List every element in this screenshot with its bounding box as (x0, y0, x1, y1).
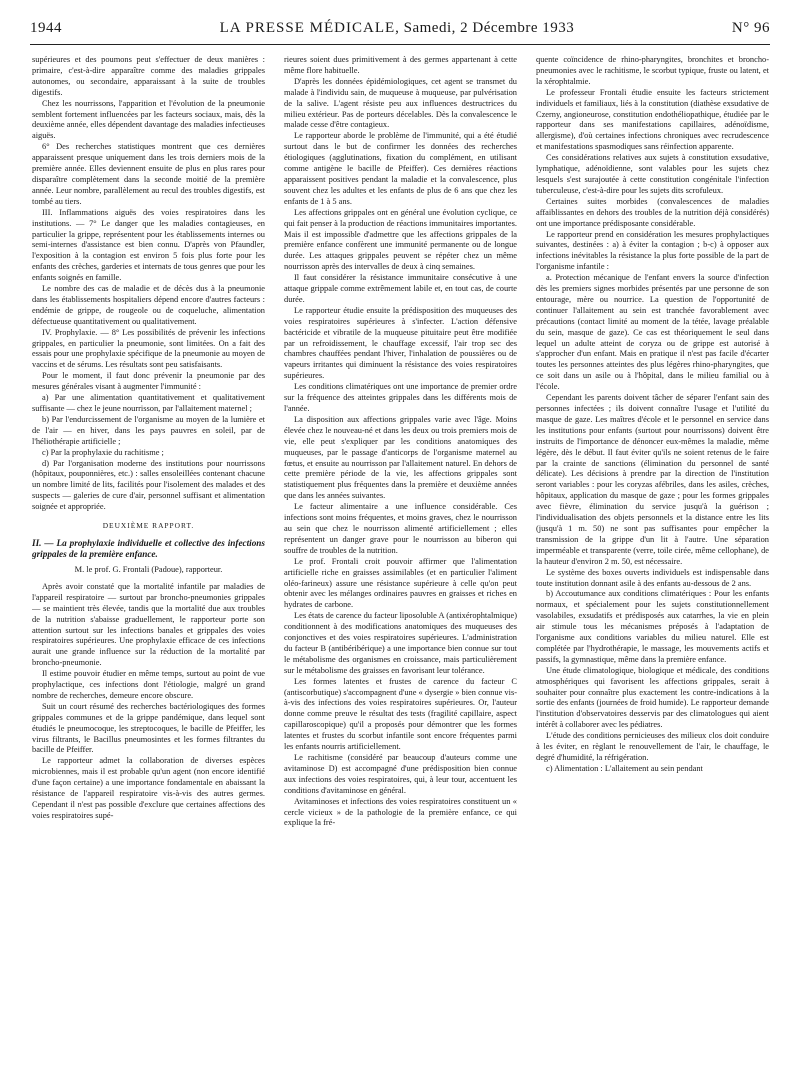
paragraph: IV. Prophylaxie. — 8° Les possibilités de prévenir les infections grippales, en particulier la pneumonie, sont limitées. On a fait des essais pour une prophylaxie spécifique de la pneumonie au moyen de vaccins et de sérums. Les résultats sont peu satisfaisants. (32, 327, 265, 370)
issue-number: N° 96 (731, 20, 770, 36)
paragraph: Le nombre des cas de maladie et de décès dus à la pneumonie dans les établissements hospitaliers dépend encore d'autres facteurs : endémie de grippe, de rougeole ou de coqueluche, alimentation défectueuse quantitativement ou qualitativement. (32, 284, 265, 326)
paragraph: Certaines suites morbides (convalescences de maladies affaiblissantes en dehors des troubles de la nutrition déjà considérés) ont une importance prédisposante considérable. (536, 196, 769, 228)
paragraph: rieures soient dues primitivement à des germes appartenant à cette même flore habituelle. (284, 55, 517, 75)
paragraph: Le facteur alimentaire a une influence considérable. Ces infections sont moins fréquentes, et moins graves, chez le nourrisson au sein que chez le nourrisson alimenté artificiellement ; elles représentent un danger grave pour le nourrisson au biberon qui souffre de troubles de la nutrition. (284, 502, 517, 555)
paragraph: b) Par l'endurcissement de l'organisme au moyen de la lumière et de l'air — en hiver, dans les pays pauvres en soleil, par de l'héliothérapie artificielle ; (32, 414, 265, 446)
page-number: 1944 (30, 20, 62, 36)
paragraph: La disposition aux affections grippales varie avec l'âge. Moins élevée chez le nouveau-né et dans les deux ou trois premiers mois de vie, elle peut s'expliquer par les conditions anatomiques des muqueuses, par le passage d'anticorps de l'organisme maternel au fœtus, et ensuite au nourrisson par l'allaitement naturel. En dehors de cette première période de la vie, les affections grippales sont statistiquement plus fréquentes dans la première et deuxième années que dans les années suivantes. (284, 414, 517, 501)
paragraph: Le système des boxes ouverts individuels est indispensable dans toute institution donnant asile à des enfants au-dessous de 2 ans. (536, 567, 769, 588)
issue-date: Samedi, 2 Décembre 1933 (403, 20, 575, 36)
section-heading: II. — La prophylaxie individuelle et collective des infections grippales de la première enfance. (32, 537, 265, 560)
paragraph: D'après les données épidémiologiques, cet agent se transmet du malade à l'individu sain, de muqueuse à muqueuse, par pulvérisation de la salive. L'agent résiste peu aux influences destructrices du milieu extérieur. Pas de porteurs décelables. Dès la convalescence le malade cesse d'être contagieux. (284, 76, 517, 130)
paragraph: Il faut considérer la résistance immunitaire consécutive à une attaque grippale comme extrêmement labile et, en tout cas, de courte durée. (284, 273, 517, 304)
paragraph: Les formes latentes et frustes de carence du facteur C (antiscorbutique) s'accompagnent d'une « dysergie » bien connue vis-à-vis des infections des voies respiratoires supérieures. Or, l'auteur donne comme preuve le résultat des tests (fragilité capillaire, aspect capillaroscopique) qu'il a proposés pour démontrer que les formes latentes et frustes du scorbut infantile sont encore fréquentes parmi les enfants nourris artificiellement. (284, 676, 517, 752)
paragraph: Pour le moment, il faut donc prévenir la pneumonie par des mesures générales visant à augmenter l'immunité : (32, 371, 265, 392)
header-rule (30, 44, 770, 45)
paragraph: supérieures et des poumons peut s'effectuer de deux manières : primaire, c'est-à-dire apparaître comme des maladies grippales autonomes, ou secondaire, apparaissant à la suite de troubles digestifs. (32, 55, 265, 97)
paragraph: III. Inflammations aiguës des voies respiratoires dans les institutions. — 7° Le danger que les maladies contagieuses, en particulier la grippe, représentent pour les établissements internes ou semi-internes d'assistance est bien connu. D'après von Pfaundler, l'exposition à la contagion est environ 5 fois plus forte pour les enfants des crèches, garderies et internats de tous genres que pour les enfants soignés en famille. (32, 207, 265, 283)
paragraph: Ces considérations relatives aux sujets à constitution exsudative, lymphatique, adénoïdienne, sont valables pour les sujets chez lesquels s'est surajoutée à cette constitution congénitale l'infection tuberculeuse, c'est-à-dire pour les sujets dits scrofuleux. (536, 153, 769, 195)
paragraph: quente coïncidence de rhino-pharyngites, bronchites et broncho-pneumonies avec le rachitisme, le scorbut typique, fruste ou latent, et la xérophtalmie. (536, 55, 769, 86)
paragraph: Les affections grippales ont en général une évolution cyclique, ce qui fait penser à la production de réactions immunitaires importantes. Mais il est impossible d'admettre que les affections grippales de la première enfance confèrent une immunité permanente ou de longue durée. Les attaques grippales peuvent se répéter chez un même nourrisson après des intervalles de deux à cinq semaines. (284, 207, 517, 272)
paragraph: a. Protection mécanique de l'enfant envers la source d'infection dès les premiers signes morbides présentés par une personne de son entourage, mère ou nourrice. La question de l'opportunité de continuer l'allaitement au sein est tranchée favorablement avec précautions (contact limité au moment de la tétée, lavage préalable du sein, masque de gaze). Ce cas est théoriquement le seul dans lequel un adulte atteint de coryza ou de grippe est autorisé à s'approcher d'un enfant. Mais en pratique il n'est pas facile d'écarter toutes les personnes atteintes des plus légères rhino-pharyngites, que ce soit dans un asile ou à l'hôpital, dans le milieu familial ou à l'école. (536, 273, 769, 392)
text-column-right (536, 55, 769, 1075)
paragraph: Après avoir constaté que la mortalité infantile par maladies de l'appareil respiratoire — surtout par broncho-pneumonies grippales — se maintient très élevée, tandis que la mortalité due aux troubles de la nutrition s'abaisse graduellement, le rapporteur porte son attention surtout sur les infections banales et grippales des voies respiratoires supérieures. Une prophylaxie efficace de ces infections aurait une grande influence sur la réduction de la mortalité par broncho-pneumonie. (32, 581, 265, 668)
paragraph: a) Par une alimentation quantitativement et qualitativement suffisante — chez le jeune nourrisson, par l'allaitement maternel ; (32, 393, 265, 413)
paragraph: Les états de carence du facteur liposoluble A (antixérophtalmique) conditionnent à des modifications anatomiques des muqueuses des conjonctives et des voies respiratoires supérieures. L'administration du facteur B (antibéribérique) a une importance bien connue sur tout le métabolisme des organismes en croissance, mais particulièrement sur le métabolisme des graisses en favorisant leur tolérance. (284, 611, 517, 675)
paragraph: Le rapporteur admet la collaboration de diverses espèces microbiennes, mais il est probable qu'un agent (non encore identifié d'une façon certaine) a une importance fondamentale en abaissant la résistance de l'appareil respiratoire vis-à-vis des autres germes. Cependant il n'est pas possible d'exclure que certaines affections des voies respiratoires supé- (32, 756, 265, 820)
paragraph: c) Par la prophylaxie du rachitisme ; (42, 447, 164, 457)
paragraph: 6° Des recherches statistiques montrent que ces dernières apparaissent presque uniquement dans les trois derniers mois de la première année. Elles deviennent ensuite de plus en plus rares pour disparaître complètement dans la seconde moitié de la première année. Leur nombre, parallèlement au recul des troubles digestifs, est tombé au tiers. (32, 142, 265, 206)
page-header (30, 20, 770, 42)
paragraph: Le rapporteur prend en considération les mesures prophylactiques suivantes, destinées : a) à éviter la contagion ; b-c) à opposer aux infections inévitables la résistance la plus forte possible de la part de l'organisme infantile : (536, 229, 769, 272)
paragraph: c) Alimentation : L'allaitement au sein pendant (546, 763, 703, 773)
paragraph: Le rapporteur aborde le problème de l'immunité, qui a été étudié surtout dans le but de confirmer les données des recherches étiologiques (agglutinations, fixation du complément, en utilisant comme antigène le bacille de Pfeiffer). Ces dernières réactions apparaissent positives pendant la maladie et la convalescence, plus souvent chez les adultes et les enfants de plus de 6 ans que chez les enfants de 1 à 5 ans. (284, 131, 517, 206)
paragraph: b) Accoutumance aux conditions climatériques : Pour les enfants normaux, et spécialement pour les sujets constitutionnellement vasolabiles, exsudatifs et prédisposés aux catarrhes, la vie en plein air stimule tous les mécanismes préposés à l'adaptation de l'organisme aux conditions variables du milieu naturel. Elle est complétée par l'hydrothérapie, le massage, les mouvements actifs et passifs, la gymnastique, même dans la première enfance. (536, 589, 769, 664)
paragraph: L'étude des conditions pernicieuses des milieux clos doit conduire à les éviter, en règlant le renouvellement de l'air, le chauffage, le degré d'humidité, la réfrigération. (536, 731, 769, 762)
journal-name: LA PRESSE MÉDICALE (219, 20, 396, 36)
paragraph: Cependant les parents doivent tâcher de séparer l'enfant sain des personnes infectées ; ils doivent connaître l'usage et l'utilité du masque de gaze. Les maîtres d'école et le personnel en service dans les institutions pour enfants (surtout pour nourrissons) doivent être instruits de l'importance de dénoncer eux-mêmes la maladie, même légère, dès le début. Il faut éviter qu'ils ne soient retenus de le faire par la crainte de sanctions (élimination du personnel de santé délicate). Les décisions à prendre par la direction de l'institution seront variables : pour les coryzas afébriles, dans les asiles, crèches, hôpitaux, application du masque de gaze ; pour les formes grippales avec fièvre, élimination du service jusqu'à la guérison ; l'individualisation des objets personnels et la distance entre les lits (jusqu'à 1 m. 50) ne sont pas suffisantes pour empêcher la transmission de la grippe d'un lit à l'autre. Une séparation imperméable et transparente (verre, toile cirée, même cellophane), de la hauteur d'environ 2 m. 50, est nécessaire. (536, 393, 769, 566)
section-subheading: DEUXIÈME RAPPORT. (102, 521, 195, 531)
header-title: LA PRESSE MÉDICALE, Samedi, 2 Décembre 1933 (219, 20, 575, 36)
author-line: M. le prof. G. Frontali (Padoue), rapporteur. (74, 564, 223, 574)
paragraph: d) Par l'organisation moderne des institutions pour nourrissons (hôpitaux, pouponnières, etc.) : salles ensoleillées contenant chacune un nombre limité de lits, facilités pour l'isolement des malades et des suspects — galeries de cure d'air, personnel suffisant et alimentation soignée et appropriée. (32, 458, 265, 512)
paragraph: Le rachitisme (considéré par beaucoup d'auteurs comme une avitaminose D) est accompagné d'une prédisposition bien connue aux infections des voies respiratoires, qui, à leur tour, accentuent les conditions d'avitaminose en général. (284, 753, 517, 795)
paragraph: Le professeur Frontali étudie ensuite les facteurs strictement individuels et familiaux, liés à la constitution (diathèse exsudative de Czerny, angioneurose, constitution endothéliopathique, étudiée par le rapporteur dans ses manifestations capillaires, adénoïdisme, allergisme), d'où certaines infections chroniques avec recrudescence et manifestations spasmodiques sans réinfection apparente. (536, 87, 769, 152)
paragraph: Il estime pouvoir étudier en même temps, surtout au point de vue prophylactique, ces infections dont l'étiologie, malgré un grand nombre de recherches, demeure encore obscure. (32, 669, 265, 700)
text-column-middle (284, 55, 517, 1075)
paragraph: Suit un court résumé des recherches bactériologiques des formes grippales communes et de la grippe pandémique, dans lequel sont étudiés le pneumocoque, les streptocoques, le bacille de Pfeiffer, les virus filtrants, le Bacillus pneumosintes et les formes filtrantes du bacille de Pfeiffer. (32, 701, 265, 755)
text-column-left (32, 55, 265, 1075)
paragraph: Le rapporteur étudie ensuite la prédisposition des muqueuses des voies respiratoires supérieures à s'infecter. L'action défensive bactéricide et vibratile de la muqueuse pituitaire peut être modifiée par un refroidissement, le chauffage excessif, l'air trop sec des chambres chauffées pendant l'hiver, l'inhalation de poussières ou de vapeurs irritantes qui diminuent la résistance des voies respiratoires supérieures. (284, 305, 517, 381)
paragraph: Les conditions climatériques ont une importance de premier ordre sur la fréquence des atteintes grippales dans les différents mois de l'année. (284, 382, 517, 413)
paragraph: Le prof. Frontali croit pouvoir affirmer que l'alimentation artificielle riche en graisses assimilables (et en particulier l'aliment oléo-farineux) assure une résistance supérieure à celle qu'on peut obtenir avec les mélanges ordinaires pauvres en graisses et riches en hydrates de carbone. (284, 556, 517, 610)
paragraph: Avitaminoses et infections des voies respiratoires constituent un « cercle vicieux » de la pathologie de la première enfance, ce qui explique la fré- (284, 796, 517, 828)
paragraph: Une étude climatologique, biologique et médicale, des conditions atmosphériques qui favorisent les affections grippales, serait à souhaiter pour connaître plus exactement les contre-indications à la sortie des enfants (journées de froid humide). Le rapporteur demande l'institution d'observatoires desservis par des climatologues qui aient intérêt à collaborer avec les pédiatres. (536, 665, 769, 730)
paragraph: Chez les nourrissons, l'apparition et l'évolution de la pneumonie semblent fortement influencées par les facteurs sociaux, mais, dès la deuxième année, elles dépendent davantage des maladies infectieuses aiguës. (32, 98, 265, 141)
